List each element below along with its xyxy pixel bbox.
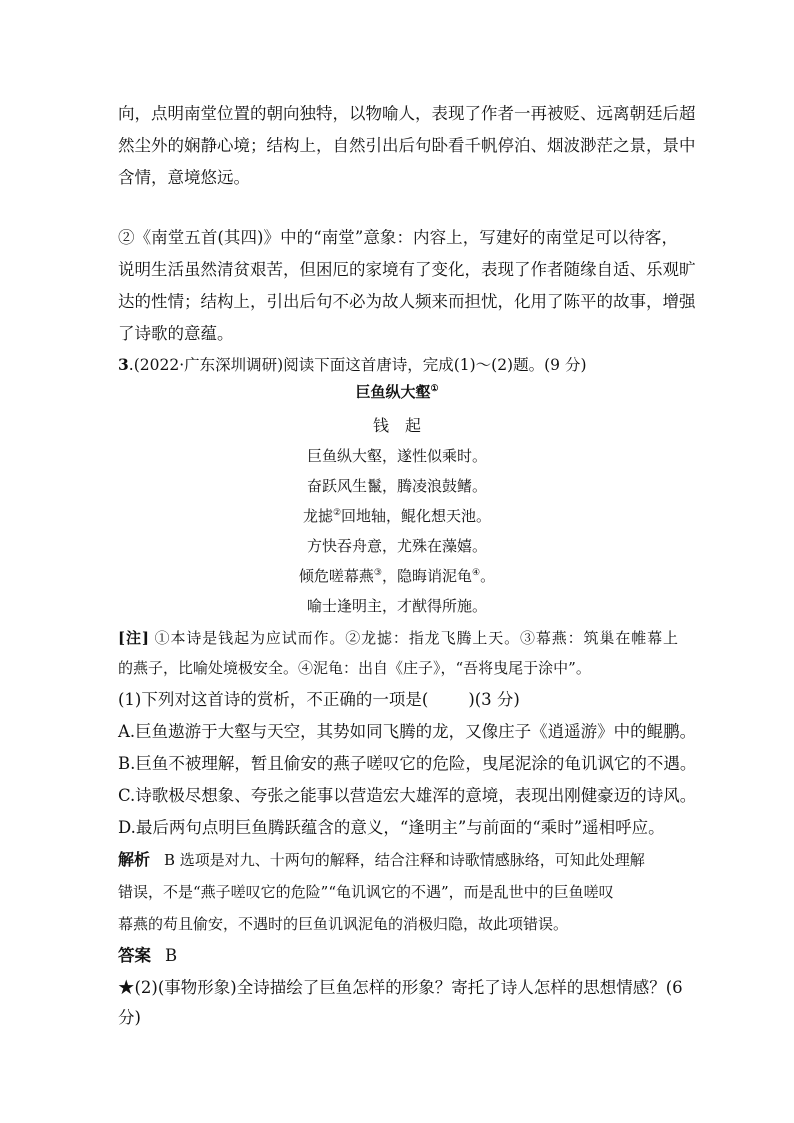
note-line-2: 的燕子，比喻处境极安全。④泥龟：出自《庄子》，“吾将曳尾于涂中”。	[118, 659, 591, 677]
footnote-4-mark: ④	[472, 568, 481, 578]
question-stem-text: .(2022·广东深圳调研)阅读下面这首唐诗，完成(1)～(2)题。(9 分)	[128, 356, 587, 374]
note-tag: [注]	[118, 629, 149, 647]
option-d: D.最后两句点明巨鱼腾跃蕴含的意义，“逢明主”与前面的“乘时”遥相呼应。	[118, 818, 665, 837]
answer-label: 答案	[118, 946, 151, 965]
p2-line-3: 达的性情；结构上，引出后句不必为故人频来而担忧，化用了陈平的故事，增强	[118, 292, 696, 311]
poem-line-3-b: 回地轴，鲲化想天池。	[341, 507, 492, 525]
poem-line-3	[0, 506, 794, 526]
p2-line-1: ②《南堂五首(其四)》中的“南堂”意象：内容上，写建好的南堂足可以待客，	[118, 228, 678, 247]
answer-line	[118, 946, 678, 966]
poem-line-6: 喻士逢明主，才猷得所施。	[306, 597, 487, 615]
poem-line-1: 巨鱼纵大壑，遂性似乘时。	[306, 447, 487, 465]
subquestion-2-line-1	[118, 978, 683, 998]
poem-line-2: 奋跃风生鬣，腾凌浪鼓鳍。	[306, 477, 487, 495]
option-b: B.巨鱼不被理解，暂且偷安的燕子嗟叹它的危险，曳尾泥涂的龟讥讽它的不遇。	[118, 754, 697, 773]
analysis-line-3: 幕燕的苟且偷安，不遇时的巨鱼讥讽泥龟的消极归隐，故此项错误。	[118, 915, 569, 933]
subquestion-1-stem-a: (1)下列对这首诗的赏析，不正确的一项是(	[118, 690, 429, 709]
poem-title-footnote: ①	[430, 384, 439, 394]
p1-line-1: 向，点明南堂位置的朝向独特，以物喻人，表现了作者一再被贬、远离朝廷后超	[118, 104, 696, 123]
subquestion-2-line-2: 分)	[118, 1008, 141, 1027]
poem-line-5-b: ，隐晦诮泥龟	[381, 567, 472, 585]
p2-line-4: 了诗歌的意蕴。	[118, 324, 234, 343]
p1-line-3: 含情，意境悠远。	[118, 168, 250, 187]
answer-value: B	[165, 946, 178, 965]
subquestion-1-stem-b: )(3 分)	[468, 690, 520, 709]
note-line-1	[118, 628, 678, 648]
footnote-3-mark: ③	[373, 568, 382, 578]
poem-author: 钱 起	[372, 416, 421, 435]
analysis-line-2: 错误，不是“燕子嗟叹它的危险”“龟讥讽它的不遇”，而是乱世中的巨鱼嗟叹	[118, 883, 614, 901]
poem-line-3-a: 龙摅	[302, 507, 333, 525]
analysis-label: 解析	[118, 850, 151, 869]
poem-line-5-c: 。	[480, 567, 496, 585]
poem-line-5-a: 倾危嗟幕燕	[298, 567, 374, 585]
poem-line-4: 方快吞舟意，尤殊在藻嬉。	[306, 537, 487, 555]
option-a: A.巨鱼遨游于大壑与天空，其势如同飞腾的龙，又像庄子《逍遥游》中的鲲鹏。	[118, 722, 697, 741]
p2-line-2: 说明生活虽然清贫艰苦，但困厄的家境有了变化，表现了作者随缘自适、乐观旷	[118, 260, 696, 279]
analysis-line-1	[118, 850, 678, 870]
poem-line-5	[0, 566, 794, 586]
poem-title-text: 巨鱼纵大壑	[355, 383, 431, 401]
question-3-stem	[118, 355, 678, 375]
analysis-text-1: B 选项是对九、十两句的解释，结合注释和诗歌情感脉络，可知此处理解	[164, 851, 645, 869]
subquestion-1-stem	[118, 690, 678, 710]
footnote-2-mark: ②	[332, 508, 342, 518]
p1-line-2: 然尘外的娴静心境；结构上，自然引出后句卧看千帆停泊、烟波渺茫之景，景中	[118, 136, 696, 155]
star-icon: ★	[118, 978, 135, 997]
subquestion-2-text-1: (2)(事物形象)全诗描绘了巨鱼怎样的形象？寄托了诗人怎样的思想情感？(6	[134, 978, 683, 997]
poem-title	[0, 382, 794, 402]
question-number: 3	[118, 355, 129, 374]
note-text-1: ①本诗是钱起为应试而作。②龙摅：指龙飞腾上天。③幕燕：筑巢在帷幕上	[154, 629, 678, 647]
option-c: C.诗歌极尽想象、夸张之能事以营造宏大雄浑的意境，表现出刚健豪迈的诗风。	[118, 786, 697, 805]
